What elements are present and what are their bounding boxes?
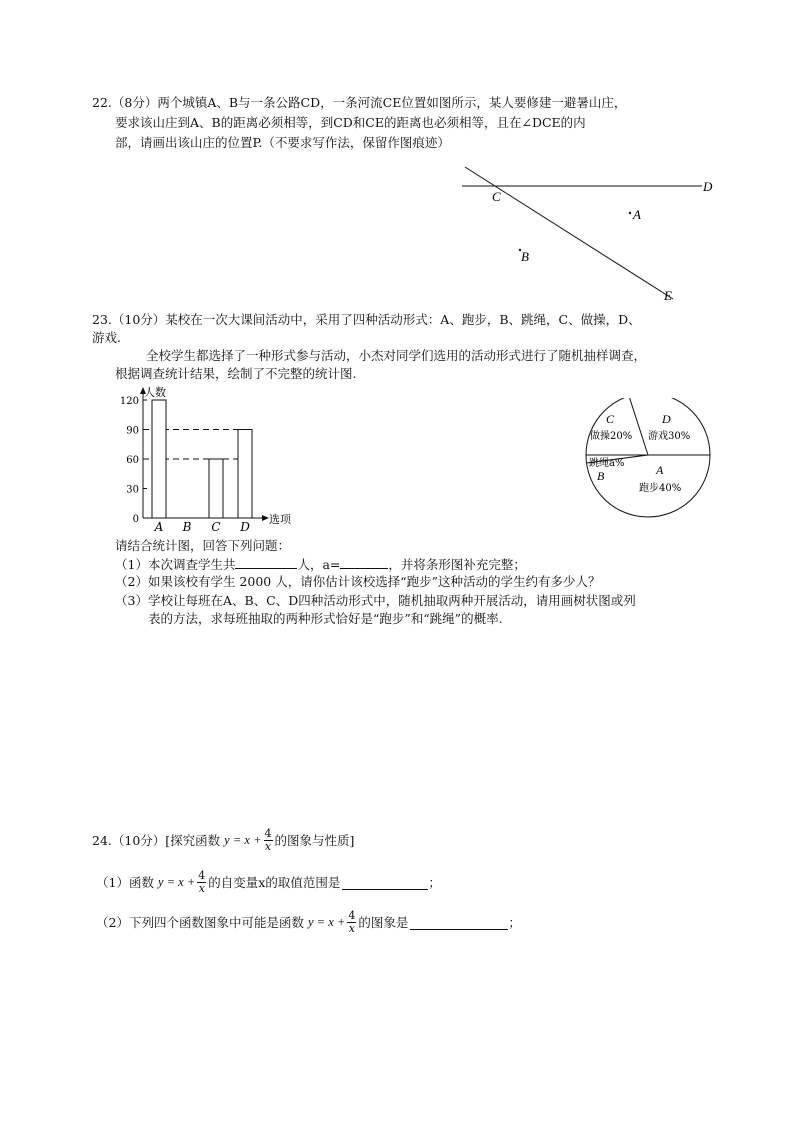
q24-sub-1-expr: y = x + <box>157 874 196 889</box>
river-ce <box>465 167 673 299</box>
pie-letter-c: C <box>606 412 615 426</box>
category-label-D: D <box>240 520 250 534</box>
bar-chart <box>108 384 308 534</box>
q22-line-2: 要求该山庄到A、B的距离必须相等，到CD和CE的距离也必须相等，且在∠DCE的内 <box>115 115 586 130</box>
answer-blank-domain[interactable] <box>342 875 428 890</box>
bar-A <box>152 400 166 518</box>
q24-sub-1 <box>96 864 441 900</box>
pie-label-b: 跳绳a% <box>589 458 625 469</box>
x-axis-label: 选项 <box>269 513 291 526</box>
y-axis-label: 人数 <box>144 386 166 399</box>
pie-chart <box>578 398 718 528</box>
q23-prompt: 请结合统计图，回答下列问题： <box>115 538 291 553</box>
pie-label-a: 跑步40% <box>639 483 682 494</box>
q24-sub-2 <box>96 904 521 940</box>
y-tick-label-90: 90 <box>126 425 139 437</box>
pie-letter-a: A <box>656 463 664 477</box>
q22-line-1: 22.（8分）两个城镇A、B与一条公路CD，一条河流CE位置如图所示，某人要修建一避暑山庄， <box>92 95 627 110</box>
label-e: E <box>664 288 672 303</box>
q23-sub-3-line-2: 表的方法，求每班抽取的两种形式恰好是“跑步”和“跳绳”的概率. <box>148 611 503 626</box>
label-a: A <box>633 207 641 222</box>
q23-sub-1-c: ，并将条形图补充完整； <box>388 557 526 572</box>
q24-title-pre: 24.（10分）[探究函数 <box>92 833 221 848</box>
q24-sub-2-end: ； <box>508 915 521 930</box>
q23-sub-1-a: （1）本次调查学生共 <box>115 557 236 572</box>
q24-sub-2-post: 的图象是 <box>358 915 409 930</box>
q23-sub-2: （2）如果该校有学生 2000 人，请你估计该校选择“跑步”这种活动的学生约有多少人？ <box>115 574 601 589</box>
q22-line-3: 部，请画出该山庄的位置P.（不要求写作法，保留作图痕迹） <box>115 135 450 150</box>
q24-sub-2-pre: （2）下列四个函数图象中可能是函数 <box>96 915 304 930</box>
point-a <box>629 212 631 214</box>
q24-title-post: 的图象与性质] <box>274 833 355 848</box>
category-label-A: A <box>154 520 164 534</box>
answer-blank-graph[interactable] <box>410 915 508 930</box>
y-tick-label-30: 30 <box>126 484 139 496</box>
q24-fraction: $\frac{4}{x}$ <box>264 826 272 853</box>
label-c: C <box>492 189 501 204</box>
y-tick-label-120: 120 <box>119 396 139 407</box>
q22-figure <box>440 160 740 310</box>
pie-letter-d: D <box>662 412 671 426</box>
q24-sub-1-end: ； <box>428 875 441 890</box>
q23-sub-1-b: 人，a= <box>297 557 341 572</box>
q23-line-4: 根据调查统计结果，绘制了不完整的统计图. <box>115 366 357 381</box>
q23-sub-3-line-1: （3）学校让每班在A、B、C、D四种活动形式中，随机抽取两种开展活动，请用画树状图或列 <box>115 593 636 608</box>
q23-line-3: 全校学生都选择了一种形式参与活动，小杰对同学们选用的活动形式进行了随机抽样调查， <box>146 348 647 363</box>
y-tick-label-60: 60 <box>126 455 139 466</box>
bar-C <box>209 459 223 518</box>
x-axis-arrow <box>262 515 269 521</box>
y-tick-label-0: 0 <box>132 514 139 525</box>
pie-label-c: 做操20% <box>590 431 633 442</box>
q24-sub-1-post: 的自变量x的取值范围是 <box>208 875 341 890</box>
category-label-B: B <box>182 520 192 534</box>
q24-title <box>92 822 354 858</box>
q23-line-1: 23.（10分）某校在一次大课间活动中，采用了四种活动形式：A、跑步，B、跳绳，C、做操，D、 <box>92 312 641 327</box>
answer-blank-total[interactable] <box>235 554 297 569</box>
q24-sub-1-pre: （1）函数 <box>96 875 154 890</box>
pie-letter-b: B <box>597 469 605 483</box>
label-d: D <box>703 179 713 194</box>
q24-expr-lhs: y = x + <box>224 832 262 847</box>
label-b: B <box>521 249 529 264</box>
q24-sub-1-fraction: $\frac{4}{x}$ <box>198 868 206 895</box>
bar-D <box>238 430 252 519</box>
pie-divider-2 <box>629 398 648 455</box>
q24-sub-2-fraction: $\frac{4}{x}$ <box>348 908 356 935</box>
q23-line-2: 游戏. <box>92 330 121 345</box>
q24-sub-2-expr: y = x + <box>307 914 346 929</box>
pie-label-d: 游戏30% <box>648 431 691 442</box>
category-label-C: C <box>211 520 221 534</box>
answer-blank-a[interactable] <box>340 554 388 569</box>
